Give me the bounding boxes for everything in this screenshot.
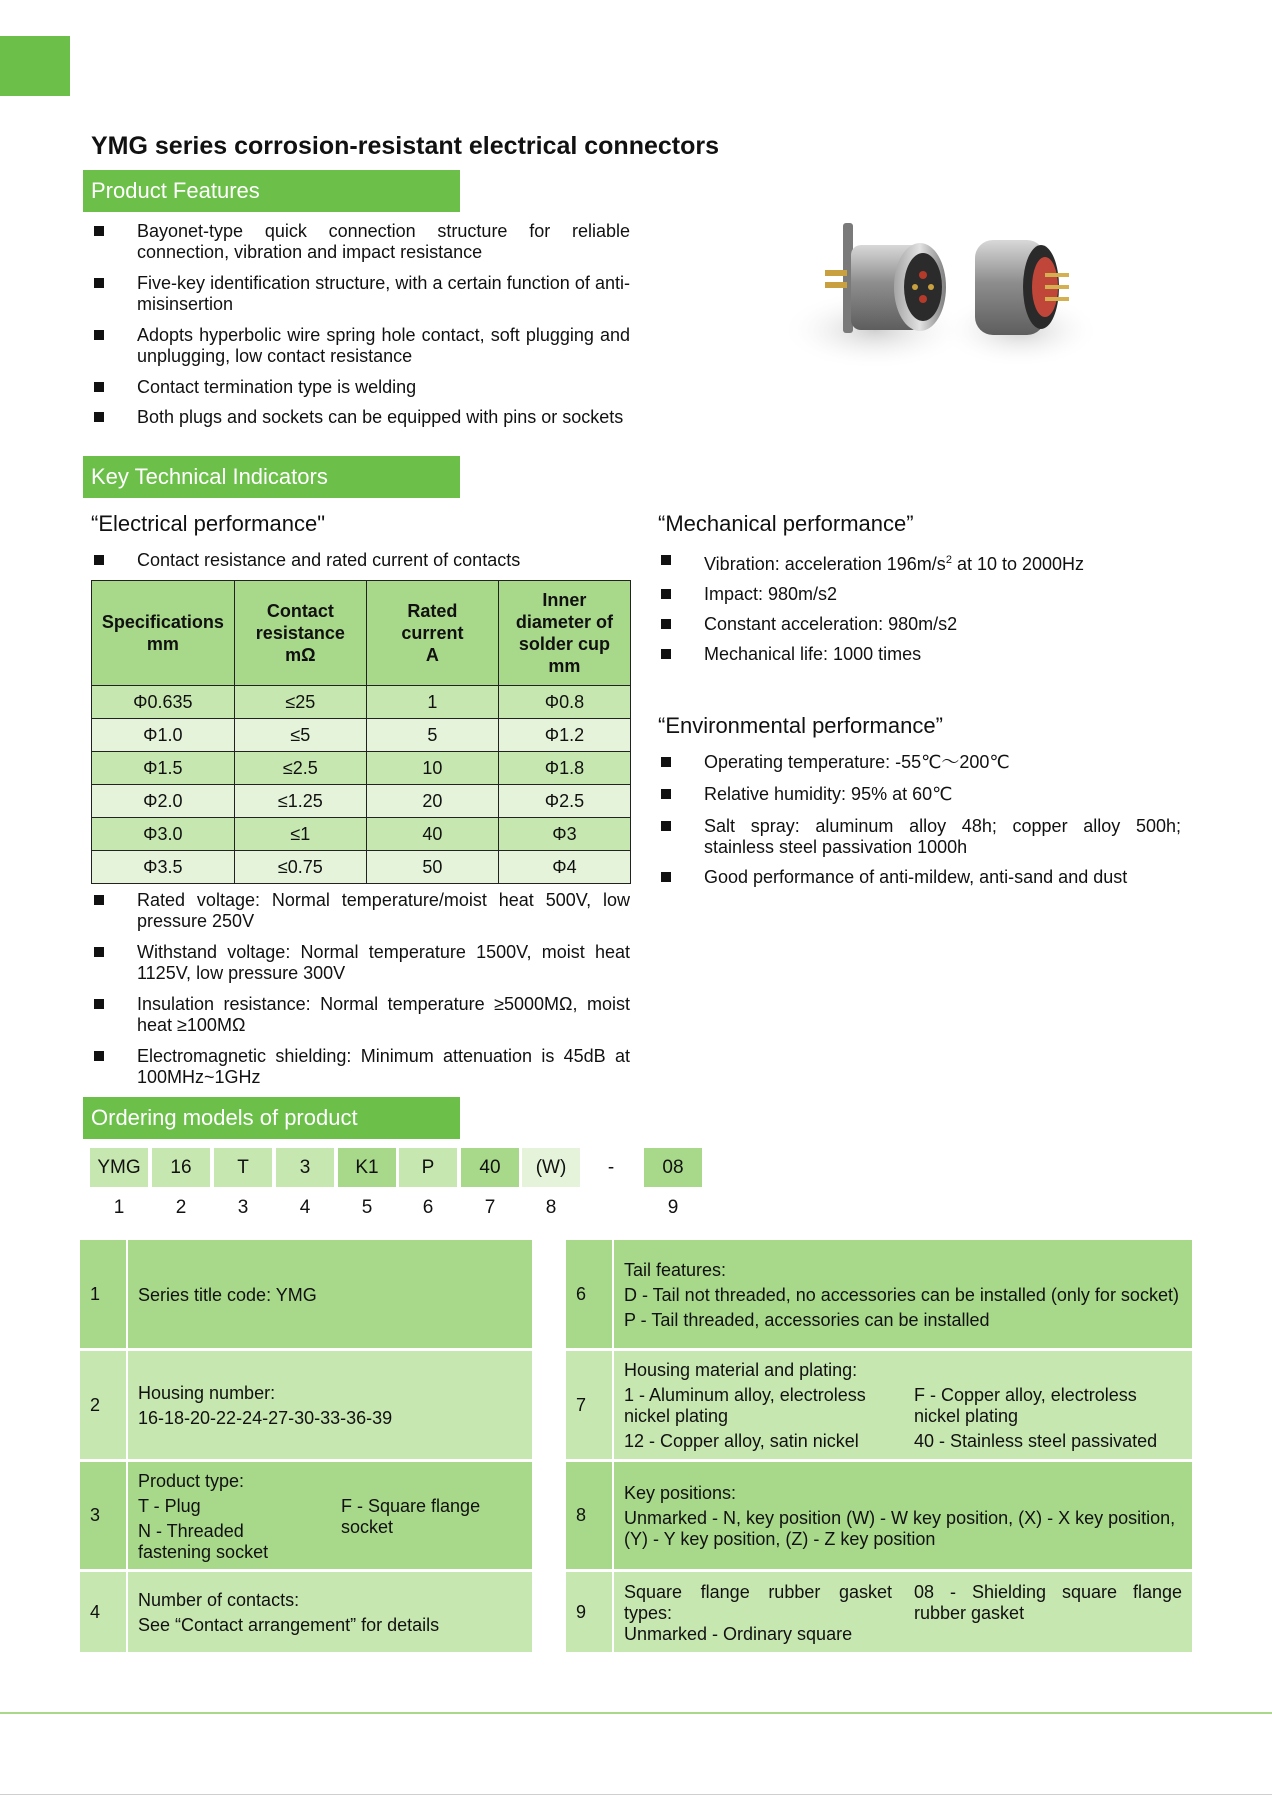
- ordering-row-number: 6: [566, 1240, 612, 1348]
- ordering-row: [80, 1572, 532, 1652]
- footer-divider: [0, 1794, 1272, 1795]
- features-list: [91, 221, 630, 428]
- electrical-notes: [91, 890, 630, 1088]
- list-item: Mechanical life: 1000 times: [658, 644, 1218, 665]
- ordering-table-left: [80, 1240, 532, 1655]
- section-header-ordering: Ordering models of product: [83, 1097, 460, 1139]
- ordering-row-body: Housing number: 16-18-20-22-24-27-30-33-36-39: [128, 1351, 532, 1459]
- list-item: Constant acceleration: 980m/s2: [658, 614, 1218, 635]
- list-item: Five-key identification structure, with a certain function of anti-misinsertion: [91, 273, 630, 315]
- model-code-part: (W): [522, 1148, 580, 1187]
- list-item: Bayonet-type quick connection structure for reliable connection, vibration and impact resistance: [91, 221, 630, 263]
- model-code-part: YMG: [90, 1148, 148, 1187]
- list-item: Withstand voltage: Normal temperature 1500V, moist heat 1125V, low pressure 300V: [91, 942, 630, 984]
- model-code-index: 2: [175, 1197, 187, 1218]
- table-header: Rated current A: [366, 581, 498, 686]
- list-item: Insulation resistance: Normal temperature ≥5000MΩ, moist heat ≥100MΩ: [91, 994, 630, 1036]
- ordering-row-number: 3: [80, 1462, 126, 1569]
- ordering-table-right: [566, 1240, 1192, 1655]
- ordering-row-body: Tail features: D - Tail not threaded, no accessories can be installed (only for socket) P - Tail threaded, accessories can be installed: [614, 1240, 1192, 1348]
- table-header: Contact resistance mΩ: [234, 581, 366, 686]
- list-item: Adopts hyperbolic wire spring hole contact, soft plugging and unplugging, low contact resistance: [91, 325, 630, 367]
- table-header: Inner diameter of solder cup mm: [498, 581, 630, 686]
- model-code-index: 9: [667, 1197, 679, 1218]
- ordering-row-body: Number of contacts: See “Contact arrangement” for details: [128, 1572, 532, 1652]
- ordering-row: [80, 1351, 532, 1459]
- model-code-index: 7: [484, 1197, 496, 1218]
- model-code-part: 3: [276, 1148, 334, 1187]
- section-header-technical: Key Technical Indicators: [83, 456, 460, 498]
- model-code-index: 5: [361, 1197, 373, 1218]
- page-title: YMG series corrosion-resistant electrical connectors: [91, 132, 720, 160]
- model-code-part: 16: [152, 1148, 210, 1187]
- ordering-row-number: 8: [566, 1462, 612, 1569]
- list-item: Vibration: acceleration $196m/s^2$ at 10 to 2000Hz: [658, 550, 1218, 575]
- table-row: Φ3.0 ≤1 40 Φ3: [92, 818, 631, 851]
- list-item: Impact: 980m/s2: [658, 584, 1218, 605]
- list-item: Good performance of anti-mildew, anti-sand and dust: [658, 867, 1181, 888]
- ordering-row-body: Housing material and plating: 1 - Aluminum alloy, electroless nickel plating 12 - Copper alloy, satin nickel F - Copper alloy, electroless nickel plating 40 - Stainless steel passivated: [614, 1351, 1192, 1459]
- list-item: Electromagnetic shielding: Minimum attenuation is 45dB at 100MHz~1GHz: [91, 1046, 630, 1088]
- model-code-part: P: [399, 1148, 457, 1187]
- table-row: Φ0.635 ≤25 1 Φ0.8: [92, 686, 631, 719]
- contact-spec-table: [91, 580, 631, 884]
- model-code-part: 40: [461, 1148, 519, 1187]
- ordering-row-number: 7: [566, 1351, 612, 1459]
- list-item: Relative humidity: 95% at 60℃: [658, 784, 1181, 805]
- ordering-row-number: 1: [80, 1240, 126, 1348]
- footer-divider: [0, 1712, 1272, 1714]
- ordering-row-number: 9: [566, 1572, 612, 1652]
- section-header-features: Product Features: [83, 170, 460, 212]
- connector-product-image: [765, 215, 1110, 380]
- environmental-heading: “Environmental performance”: [658, 713, 943, 738]
- environmental-list: [658, 752, 1181, 888]
- corner-tab: [0, 36, 70, 96]
- table-row: Φ3.5 ≤0.75 50 Φ4: [92, 851, 631, 884]
- electrical-heading: “Electrical performance": [91, 511, 325, 536]
- mechanical-heading: “Mechanical performance”: [658, 511, 914, 536]
- model-code-part: 08: [644, 1148, 702, 1187]
- ordering-row-number: 4: [80, 1572, 126, 1652]
- list-item: Operating temperature: -55℃～200℃: [658, 752, 1181, 773]
- model-code-part: K1: [338, 1148, 396, 1187]
- table-row: Φ1.5 ≤2.5 10 Φ1.8: [92, 752, 631, 785]
- model-code-index: 4: [299, 1197, 311, 1218]
- ordering-row-body: Key positions: Unmarked - N, key position (W) - W key position, (X) - X key position, (Y) - Y key position, (Z) - Z key position: [614, 1462, 1192, 1569]
- model-code-separator: -: [607, 1157, 615, 1178]
- ordering-row: [566, 1462, 1192, 1569]
- model-code-part: T: [214, 1148, 272, 1187]
- ordering-row-number: 2: [80, 1351, 126, 1459]
- list-item: Rated voltage: Normal temperature/moist heat 500V, low pressure 250V: [91, 890, 630, 932]
- model-code-index: 6: [422, 1197, 434, 1218]
- ordering-row: [80, 1462, 532, 1569]
- ordering-row: [80, 1240, 532, 1348]
- model-code-index: 8: [545, 1197, 557, 1218]
- ordering-row-body: Product type: T - Plug N - Threaded fastening socket F - Square flange socket: [128, 1462, 532, 1569]
- ordering-row: [566, 1351, 1192, 1459]
- ordering-row-body: Series title code: YMG: [128, 1240, 532, 1348]
- electrical-intro: [91, 550, 651, 571]
- mechanical-list: [658, 550, 1218, 665]
- list-item: Contact termination type is welding: [91, 377, 630, 398]
- ordering-row: [566, 1572, 1192, 1652]
- list-item: Salt spray: aluminum alloy 48h; copper alloy 500h; stainless steel passivation 1000h: [658, 816, 1181, 858]
- list-item: Both plugs and sockets can be equipped with pins or sockets: [91, 407, 630, 428]
- table-row: Φ1.0 ≤5 5 Φ1.2: [92, 719, 631, 752]
- list-item: Contact resistance and rated current of contacts: [91, 550, 651, 571]
- model-code-index: 1: [113, 1197, 125, 1218]
- ordering-row-body: Square flange rubber gasket types: Unmarked - Ordinary square 08 - Shielding square flange rubber gasket: [614, 1572, 1192, 1652]
- table-header: Specifications mm: [92, 581, 235, 686]
- model-code-index: 3: [237, 1197, 249, 1218]
- table-row: Φ2.0 ≤1.25 20 Φ2.5: [92, 785, 631, 818]
- ordering-row: [566, 1240, 1192, 1348]
